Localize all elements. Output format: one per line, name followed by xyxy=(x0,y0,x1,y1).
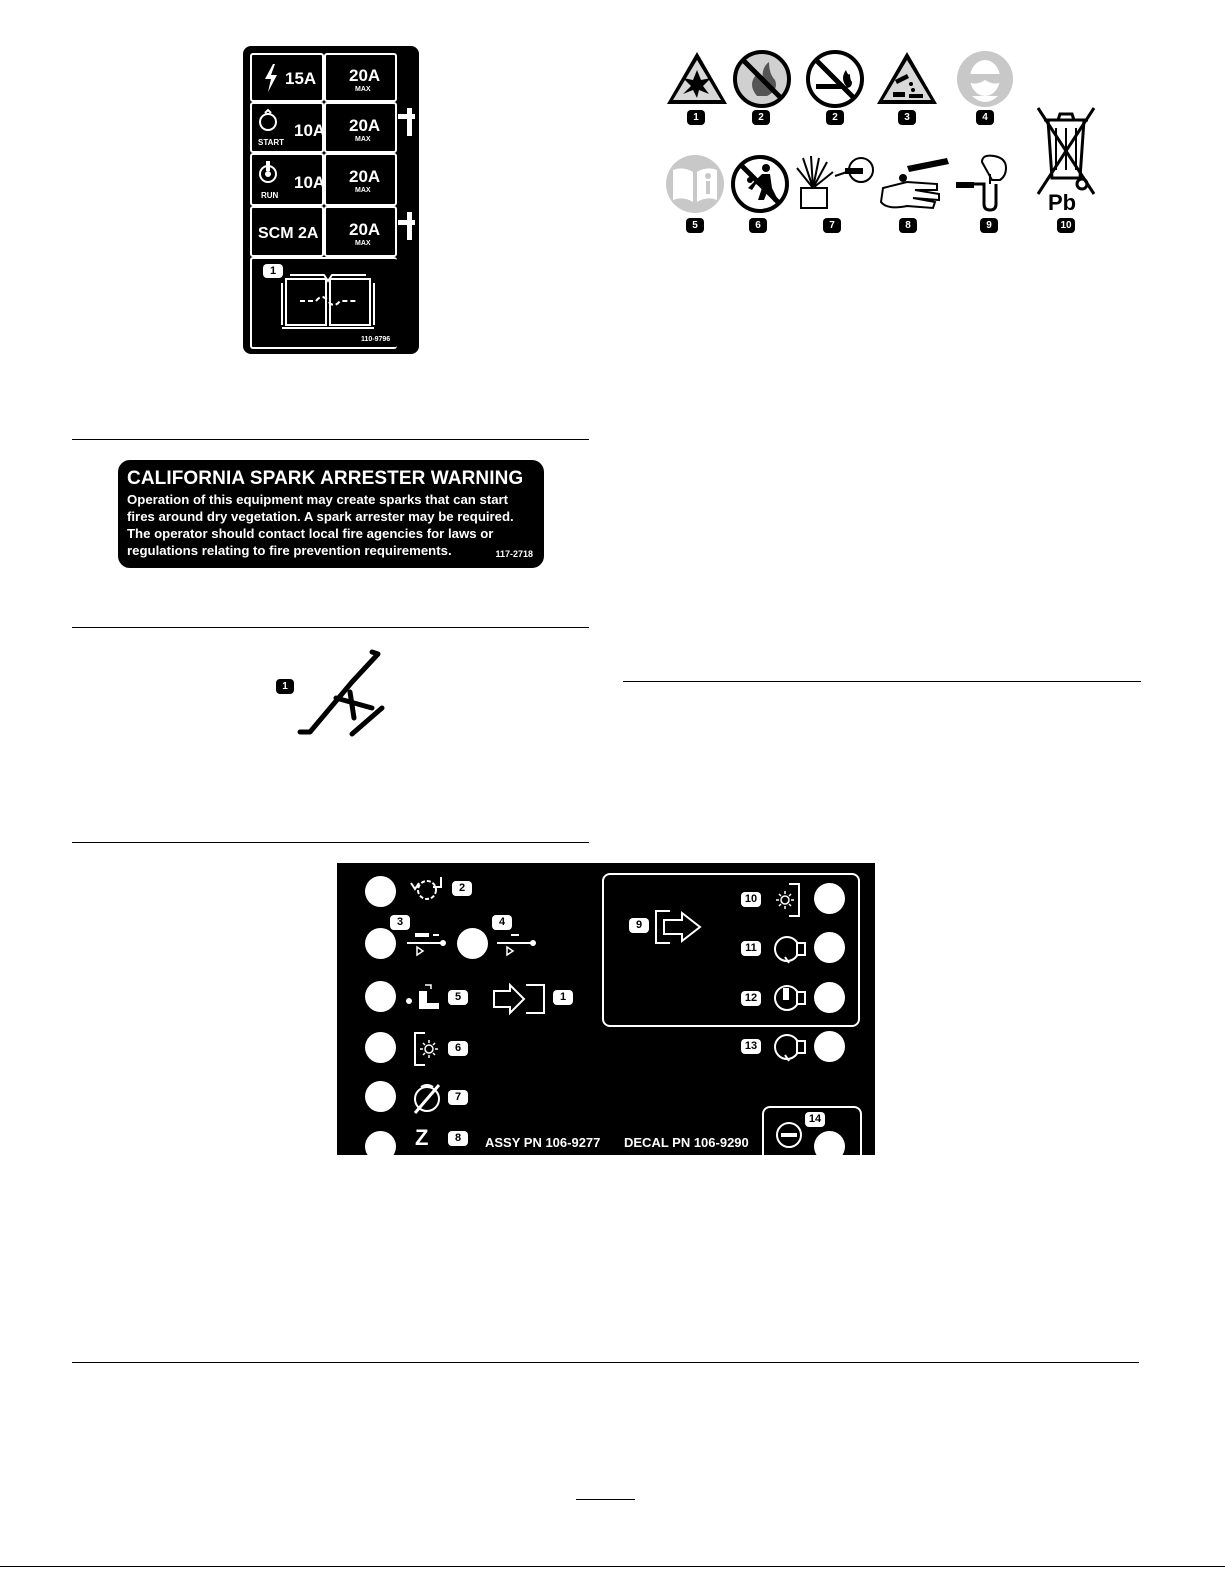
divider xyxy=(72,842,589,843)
fuse-max-label: MAX xyxy=(355,240,371,247)
operator-seat-icon xyxy=(405,983,445,1015)
callout-badge: 7 xyxy=(823,218,841,233)
divider xyxy=(72,1362,1139,1363)
arrow-output-icon xyxy=(654,907,706,947)
fuse-value: SCM 2A xyxy=(258,225,319,242)
eye-protection-icon xyxy=(956,50,1014,108)
divider xyxy=(623,681,1141,682)
callout-badge: 3 xyxy=(390,915,410,930)
fuse-notch xyxy=(407,212,412,240)
ignition-group-box xyxy=(602,873,860,1027)
callout-badge: 4 xyxy=(976,110,994,125)
explosion-eye-wash-icon xyxy=(793,152,875,214)
fuse-cell-1-right xyxy=(324,53,397,102)
callout-badge: 2 xyxy=(826,110,844,125)
panel-hole xyxy=(365,1032,396,1063)
divider xyxy=(0,1566,1225,1567)
callout-badge: 1 xyxy=(553,990,573,1005)
warning-line: fires around dry vegetation. A spark arrester may be required. xyxy=(127,509,514,524)
fuse-value: 15A xyxy=(285,69,317,88)
panel-hole xyxy=(814,1031,845,1062)
callout-badge: 1 xyxy=(687,110,705,125)
engine-run-icon xyxy=(771,982,807,1014)
divider xyxy=(72,627,589,628)
assy-part-number: ASSY PN 106-9277 xyxy=(485,1135,601,1150)
lightning-icon xyxy=(263,64,279,92)
arrow-input-icon xyxy=(492,981,548,1017)
fuse-max-value: 20A xyxy=(349,66,381,85)
panel-hole xyxy=(365,876,396,907)
callout-badge: 13 xyxy=(741,1039,761,1054)
read-manual-icon xyxy=(665,154,725,214)
callout-badge: 9 xyxy=(629,918,649,933)
fuse-max-value: 20A xyxy=(349,116,381,135)
engine-off-icon xyxy=(771,1031,807,1063)
callout-badge: 12 xyxy=(741,991,761,1006)
lift-raise-icon xyxy=(403,929,447,957)
fuse-value: 10A xyxy=(294,121,326,140)
flush-water-icon xyxy=(952,154,1020,216)
callout-badge: 7 xyxy=(448,1090,468,1105)
rotation-icon xyxy=(407,875,453,903)
engine-start-icon xyxy=(771,933,807,965)
callout-badge: 4 xyxy=(492,915,512,930)
panel-hole xyxy=(457,928,488,959)
callout-badge: 14 xyxy=(805,1112,825,1127)
callout-badge: 2 xyxy=(452,881,472,896)
fuse-cell-2-left xyxy=(250,102,324,153)
fuse-max-label: MAX xyxy=(355,187,371,194)
fuse-cell-2-right xyxy=(324,102,397,153)
fuse-sub-label: RUN xyxy=(261,191,279,200)
callout-badge: 6 xyxy=(749,218,767,233)
no-fire-icon xyxy=(733,50,791,108)
z-symbol: Z xyxy=(415,1125,429,1150)
light-on-icon xyxy=(773,882,801,918)
warning-line: The operator should contact local fire agencies for laws or xyxy=(127,526,494,541)
part-number: 117-2718 xyxy=(495,549,533,559)
no-smoking-flame-icon xyxy=(806,50,864,108)
panel-hole xyxy=(365,928,396,959)
fuse-cell-3-left xyxy=(250,153,324,206)
blade-disengage-icon xyxy=(411,1081,443,1115)
fuse-max-value: 20A xyxy=(349,167,381,186)
warning-body xyxy=(127,491,542,559)
divider xyxy=(72,439,589,440)
callout-badge: 10 xyxy=(741,892,761,907)
fuse-max-label: MAX xyxy=(355,86,371,93)
fuse-sub-label: START xyxy=(258,138,285,147)
warning-line: Operation of this equipment may create sparks that can start xyxy=(127,492,509,507)
decal-part-number: DECAL PN 106-9290 xyxy=(624,1135,749,1150)
fuse-cell-3-right xyxy=(324,153,397,206)
callout-badge: 5 xyxy=(686,218,704,233)
fuse-cell-4-right xyxy=(324,206,397,257)
callout-badge: 10 xyxy=(1057,218,1075,233)
fuse-cell-4-left xyxy=(250,206,324,257)
part-number: 110-9796 xyxy=(361,336,391,343)
spark-arrester-warning-decal xyxy=(118,460,544,568)
divider xyxy=(576,1499,635,1500)
start-icon xyxy=(257,108,279,132)
callout-badge: 2 xyxy=(752,110,770,125)
callout-badge: 8 xyxy=(448,1131,468,1146)
fuse-max-value: 20A xyxy=(349,220,381,239)
chemical-burn-hand-icon xyxy=(877,154,951,214)
callout-badge: 6 xyxy=(448,1041,468,1056)
run-icon xyxy=(257,159,279,185)
callout-badge: 3 xyxy=(898,110,916,125)
callout-badge: 1 xyxy=(263,264,283,278)
fuse-value: 10A xyxy=(294,173,326,192)
fuse-notch xyxy=(407,108,412,136)
lift-lower-icon xyxy=(493,929,537,957)
hook-icon xyxy=(292,648,392,740)
warning-line: regulations relating to fire prevention requirements. xyxy=(127,543,452,558)
control-panel-decal xyxy=(337,863,875,1155)
fuse-max-label: MAX xyxy=(355,136,371,143)
panel-hole xyxy=(365,981,396,1012)
light-switch-icon xyxy=(413,1031,439,1067)
fuse-decal xyxy=(243,46,419,354)
lead-symbol: Pb xyxy=(1048,190,1077,215)
warning-title: CALIFORNIA SPARK ARRESTER WARNING xyxy=(127,468,524,489)
callout-badge: 9 xyxy=(980,218,998,233)
panel-hole xyxy=(365,1131,396,1155)
battery-decal xyxy=(660,44,1080,244)
fuse-cell-1-left xyxy=(250,53,324,102)
callout-badge: 8 xyxy=(899,218,917,233)
manual-fuse-icon xyxy=(280,271,376,329)
callout-badge: 5 xyxy=(448,990,468,1005)
panel-hole xyxy=(365,1081,396,1112)
callout-badge: 11 xyxy=(741,941,761,956)
caustic-liquid-icon xyxy=(875,50,939,106)
callout-badge: 1 xyxy=(276,679,294,694)
keep-away-icon xyxy=(730,154,790,214)
key-off-icon xyxy=(774,1120,804,1150)
explosion-hazard-icon xyxy=(665,50,729,106)
